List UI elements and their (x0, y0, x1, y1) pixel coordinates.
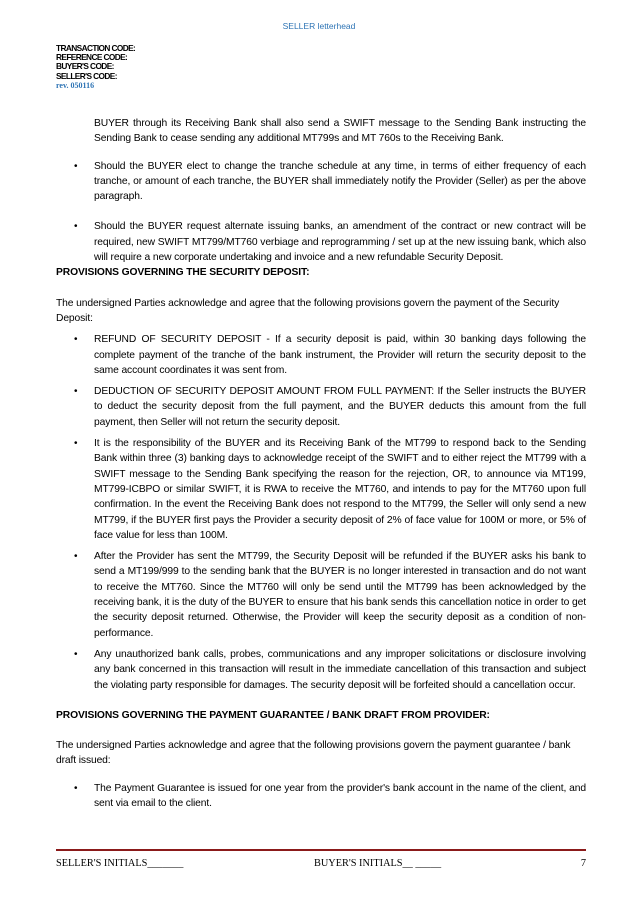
list-item-text: Should the BUYER elect to change the tranche schedule at any time, in terms of either frequency of each tranche, or amount of each tranche, the BUYER shall immediately notify the Provider (Seller) as per the above paragraph. (94, 160, 586, 203)
page-number: 7 (580, 858, 586, 869)
list-item-text: After the Provider has sent the MT799, the Security Deposit will be refunded if the BUYER asks his bank to send a MT199/999 to the sending bank that the BUYER is no longer interested in transaction and do not want to receive the MT760. Since the MT760 will only be send until the MT799 has been acknowledged by the receiving bank, it is the duty of the BUYER to ensure that his bank sends this cancellation notice in order to get the security deposit returned. Otherwise, the Provider will keep the security deposit as a condition of non-performance. (94, 551, 586, 639)
list-item (56, 549, 586, 641)
list-item (56, 647, 586, 693)
reference-code-label: REFERENCE CODE: (56, 52, 128, 63)
list-item (56, 332, 586, 378)
letterhead: SELLER letterhead (282, 21, 356, 31)
transaction-code-label: TRANSACTION CODE: (56, 43, 136, 53)
bullet-dot-icon: • (74, 782, 78, 794)
bullet-dot-icon: • (74, 160, 78, 172)
list-item (56, 384, 586, 430)
list-item-text: REFUND OF SECURITY DEPOSIT - If a security deposit is paid, within 30 banking days following the complete payment of the tranche of the bank instrument, the Provider will return the security deposit to the same account coordinates it was sent from. (94, 334, 586, 376)
revision-label: rev. 050116 (56, 80, 95, 90)
bullet-dot-icon: • (74, 386, 78, 398)
buyer-initials-field: BUYER'S INITIALS__ _____ (314, 858, 442, 869)
document-body (56, 116, 586, 811)
list-item (56, 781, 586, 812)
security-deposit-intro: The undersigned Parties acknowledge and agree that the following provisions govern the payment of the Security Deposit: (56, 297, 560, 324)
bullet-dot-icon: • (74, 334, 78, 346)
seller-code-label: SELLER'S CODE: (56, 70, 117, 81)
bullet-dot-icon: • (74, 551, 78, 563)
page-footer (56, 858, 586, 872)
section-heading-security-deposit: PROVISIONS GOVERNING THE SECURITY DEPOSIT: (56, 267, 310, 279)
list-item-text: The Payment Guarantee is issued for one year from the provider's bank account in the name of the client, and sent via email to the client. (94, 782, 586, 809)
list-item-text: It is the responsibility of the BUYER and its Receiving Bank of the MT799 to respond back to the Sending Bank within three (3) banking days to acknowledge receipt of the SWIFT and to either reject the MT799 with a SWIFT message to the Sending Bank specifying the reason for the rejection, OR, to announce via MT199, MT799-ICBPO or similar SWIFT, it is RWA to receive the MT760, and intends to pay for the MT760 upon full confirmation. In the event the Receiving Bank does not respond to the MT799, the Seller will only send a new MT799, if the BUYER first pays the Provider a security deposit of 2% of face value for 100M or more, or 5% of face value for less than 100M. (94, 438, 586, 541)
list-item (56, 159, 586, 205)
bullet-dot-icon: • (74, 438, 78, 450)
bullet-dot-icon: • (74, 648, 78, 660)
payment-guarantee-intro: The undersigned Parties acknowledge and agree that the following provisions govern the payment guarantee / bank draft issued: (56, 740, 571, 767)
list-item-text: Should the BUYER request alternate issuing banks, an amendment of the contract or new contract will be required, new SWIFT MT799/MT760 verbiage and reprogramming / set up at the new issuing bank, which also will require a new corporate undertaking and invoice and a new refundable Security Deposit. (94, 221, 586, 264)
intro-paragraph: BUYER through its Receiving Bank shall also send a SWIFT message to the Sending Bank instructing the Sending Bank to cease sending any additional MT799s and MT 760s to the Receiving Bank. (94, 118, 586, 145)
list-item (56, 436, 586, 543)
list-item-text: DEDUCTION OF SECURITY DEPOSIT AMOUNT FROM FULL PAYMENT: If the Seller instructs the BUYER to deduct the security deposit from the full payment, and the BUYER deducts this amount from the full payment, then Seller will not return the security deposit. (94, 386, 586, 428)
section-heading-payment-guarantee: PROVISIONS GOVERNING THE PAYMENT GUARANTEE / BANK DRAFT FROM PROVIDER: (56, 709, 490, 721)
footer-divider (56, 849, 586, 851)
list-item (56, 219, 586, 265)
list-item-text: Any unauthorized bank calls, probes, communications and any improper solicitations or disclosure involving any bank concerned in this transaction will result in the immediate cancellation of this transaction and subject the violating party responsible for damages. The security deposit will be forfeited should a cancellation occur. (94, 648, 586, 691)
buyer-code-label: BUYER'S CODE: (56, 61, 114, 72)
bullet-dot-icon: • (74, 221, 78, 233)
seller-initials-field: SELLER'S INITIALS_______ (56, 858, 184, 869)
code-block (56, 44, 135, 91)
